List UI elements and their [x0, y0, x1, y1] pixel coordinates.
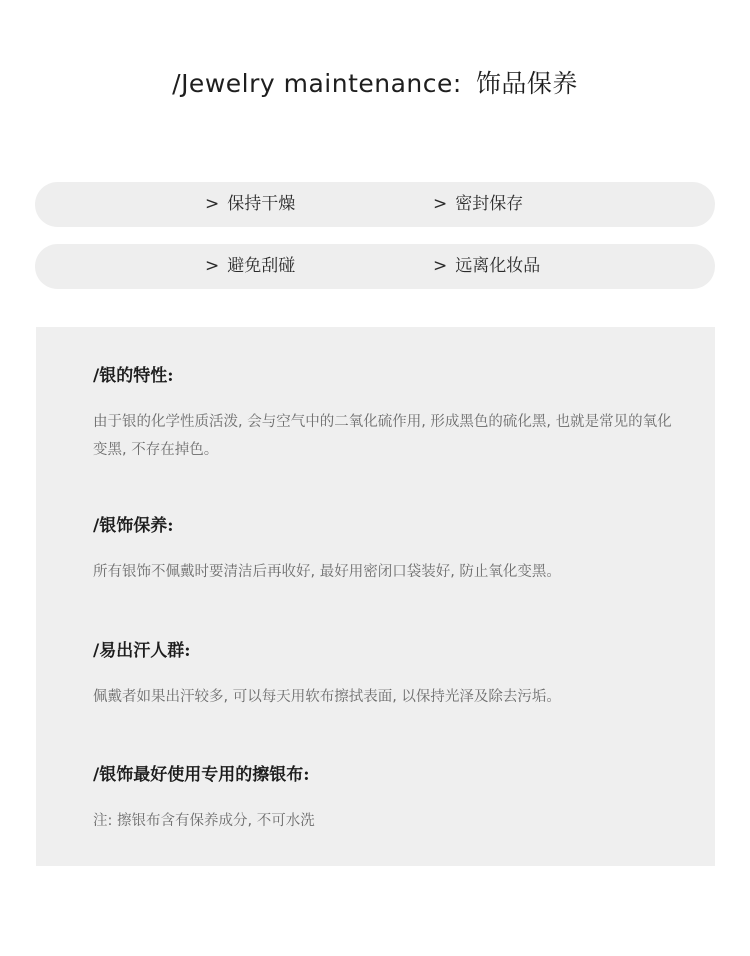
- tip-keep-dry: [205, 182, 295, 227]
- tip-sealed-storage: [433, 182, 523, 227]
- tips-row-1: [35, 182, 715, 227]
- care-info-panel: [36, 327, 715, 866]
- tip-label: 远离化妆品: [455, 256, 541, 276]
- tip-label: 保持干燥: [227, 194, 296, 214]
- section-heading: /易出汗人群:: [93, 641, 191, 661]
- section-text: 所有银饰不佩戴时要清洁后再收好, 最好用密闭口袋装好, 防止氧化变黑。: [93, 564, 561, 580]
- title-english: /Jewelry maintenance:: [172, 69, 462, 98]
- tip-label: 避免刮碰: [227, 256, 296, 276]
- title-chinese: 饰品保养: [475, 69, 578, 98]
- tip-avoid-scratches: [205, 244, 295, 289]
- arrow-icon: >: [433, 194, 448, 214]
- section-silver-care: [93, 514, 673, 586]
- arrow-icon: >: [205, 256, 220, 276]
- tip-away-from-cosmetics: [433, 244, 540, 289]
- section-heading: /银饰最好使用专用的擦银布:: [93, 765, 310, 785]
- tips-row-2: [35, 244, 715, 289]
- section-heading: /银的特性:: [93, 366, 174, 386]
- section-text: 由于银的化学性质活泼, 会与空气中的二氧化硫作用, 形成黑色的硫化黑, 也就是常见的氧化变黑, 不存在掉色。: [93, 414, 672, 458]
- arrow-icon: >: [433, 256, 448, 276]
- tip-label: 密封保存: [455, 194, 524, 214]
- page-title: [0, 64, 750, 100]
- section-silver-properties: [93, 364, 673, 464]
- section-text: 注: 擦银布含有保养成分, 不可水洗: [93, 813, 315, 829]
- section-polishing-cloth: [93, 763, 673, 835]
- section-heading: /银饰保养:: [93, 516, 174, 536]
- arrow-icon: >: [205, 194, 220, 214]
- section-sweaty-wearers: [93, 639, 673, 711]
- section-text: 佩戴者如果出汗较多, 可以每天用软布擦拭表面, 以保持光泽及除去污垢。: [93, 689, 561, 705]
